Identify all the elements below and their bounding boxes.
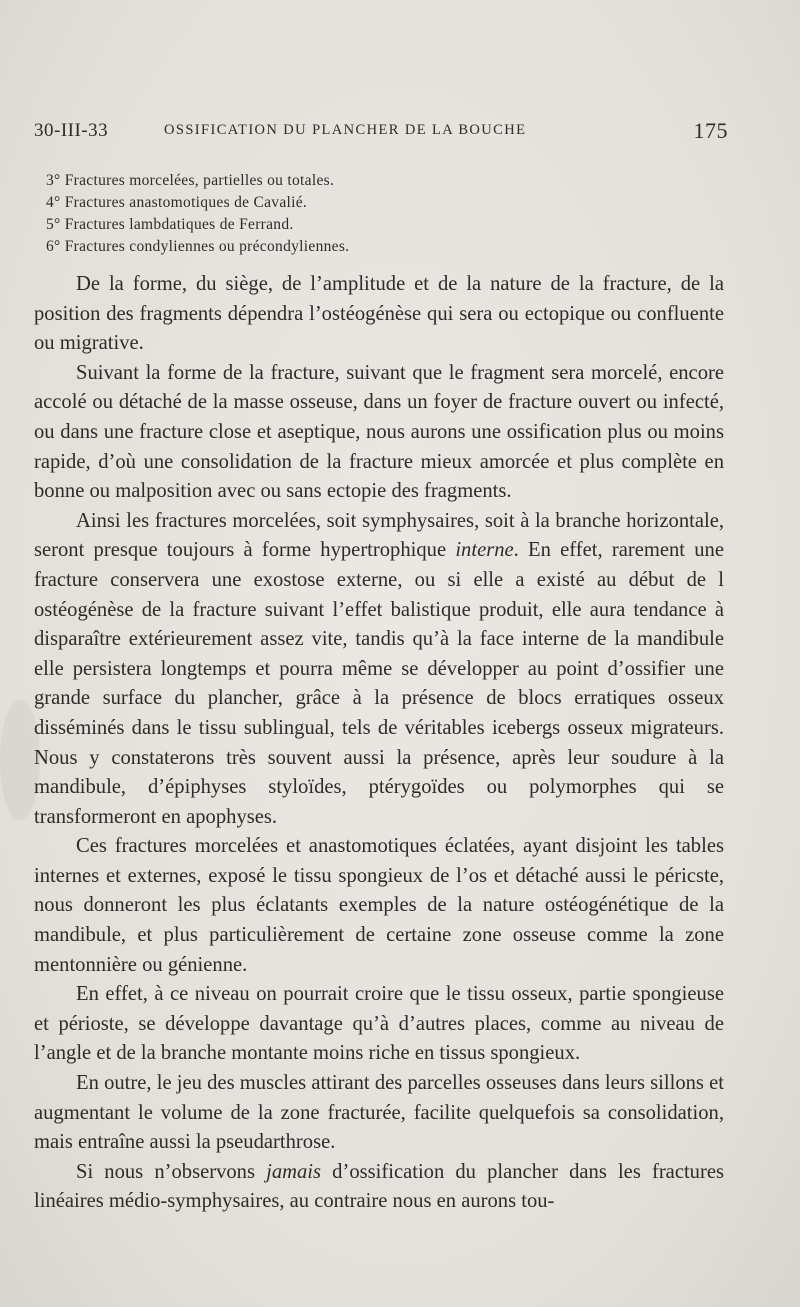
paragraph: Ces fractures morcelées et anastomotiques éclatées, ayant disjoint les tables internes et externes, exposé le tissu spongieux de l’os et détaché aussi le péricste, nous donneront les plus éclatants exemples de la nature ostéogénétique de la mandibule, et plus particulièrement de certaine zone osseuse comme la zone mentonnière ou génienne. [34,835,724,976]
fracture-type-list [46,170,726,258]
page-number: 175 [693,118,728,143]
body-text [34,270,724,1217]
paragraph: De la forme, du siège, de l’amplitude et de la nature de la fracture, de la position des fragments dépendra l’ostéogénèse qui sera ou ectopique ou confluente ou migrative. [34,273,724,355]
list-item: 3° Fractures morcelées, partielles ou totales. [46,172,335,189]
list-item: 4° Fractures anastomotiques de Cavalié. [46,194,308,211]
paragraph: En effet, à ce niveau on pourrait croire que le tissu osseux, partie spongieuse et périoste, se développe davantage qu’à d’autres places, comme au niveau de l’angle et de la branche montante moins riche en tissus spongieux. [34,983,724,1065]
running-head-title: OSSIFICATION DU PLANCHER DE LA BOUCHE [164,122,527,138]
list-item: 6° Fractures condyliennes ou précondyliennes. [46,238,350,255]
running-head-date: 30-III-33 [34,120,109,141]
paragraph: Ainsi les fractures morcelées, soit symphysaires, soit à la branche horizontale, seront presque toujours à forme hypertrophique interne. En effet, rarement une fracture conservera une exostose externe, ou si elle a existé au début de l ostéogénèse de la fracture suivant l’effet balistique produit, elle aura tendance à disparaître extérieurement assez vite, tandis qu’à la face interne de la mandibule elle persistera longtemps et pourra même se développer au point d’ossifier une grande surface du plancher, grâce à la présence de blocs erratiques osseux disséminés dans le tissu sublingual, tels de véritables icebergs osseux migrateurs. Nous y constaterons très souvent aussi la présence, après leur soudure à la mandibule, d’épiphyses styloïdes, ptérygoïdes ou polymorphes qui se transformeront en apophyses. [34,509,724,828]
list-item: 5° Fractures lambdatiques de Ferrand. [46,216,294,233]
running-head [34,118,728,146]
paragraph: En outre, le jeu des muscles attirant des parcelles osseuses dans leurs sillons et augmentant le volume de la zone fracturée, facilite quelquefois sa consolidation, mais entraîne aussi la pseudarthrose. [34,1072,724,1154]
paragraph: Si nous n’observons jamais d’ossification du plancher dans les fractures linéaires médio-symphysaires, au contraire nous en aurons tou- [34,1160,724,1213]
paragraph: Suivant la forme de la fracture, suivant que le fragment sera morcelé, encore accolé ou détaché de la masse osseuse, dans un foyer de fracture ouvert ou infecté, ou dans une fracture close et aseptique, nous aurons une ossification plus ou moins rapide, d’où une consolidation de la fracture mieux amorcée et plus complète en bonne ou malposition avec ou sans ectopie des fragments. [34,361,724,503]
